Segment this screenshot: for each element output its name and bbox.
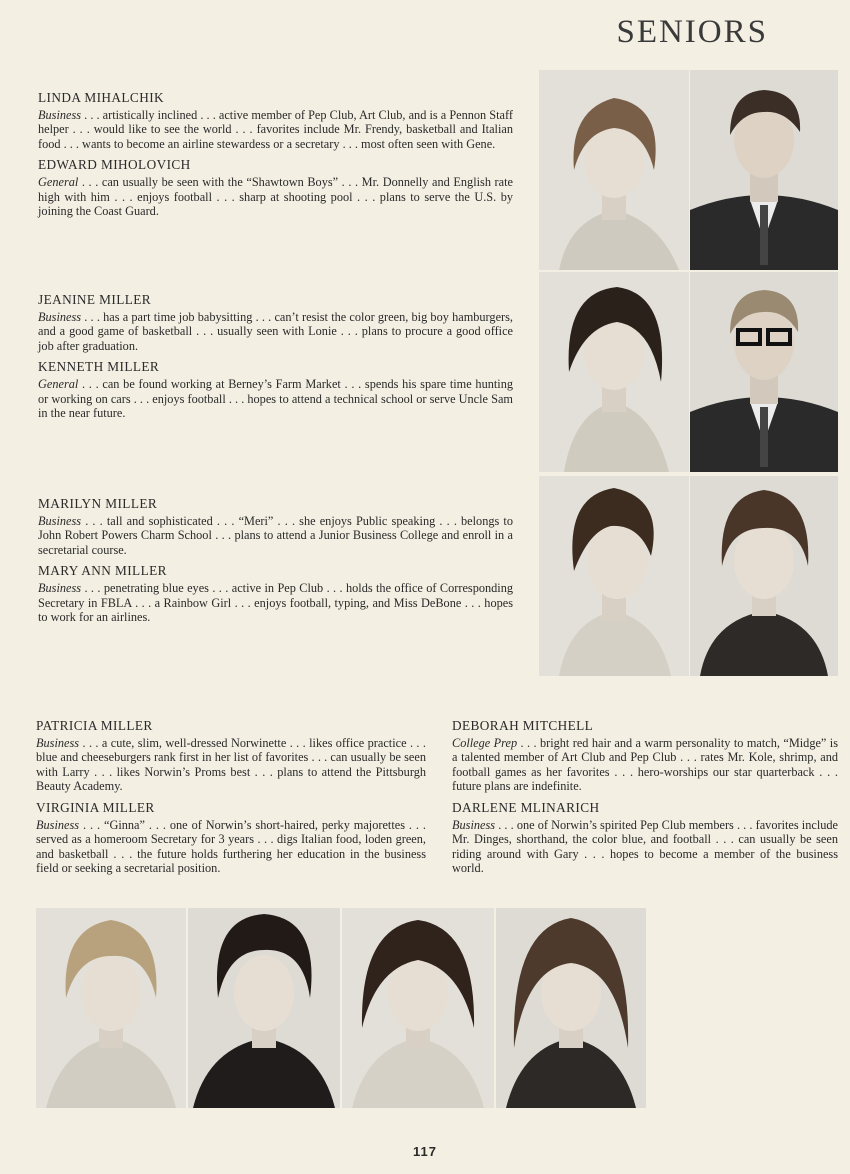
- student-name: MARY ANN MILLER: [38, 563, 167, 579]
- student-name: MARILYN MILLER: [38, 496, 158, 511]
- student-bio: [452, 818, 838, 876]
- portrait-photo-female: [36, 908, 186, 1108]
- student-bio-text: . . . has a part time job babysitting . . . can’t resist the color green, big boy hamburgers, and a good game of basketball . . . usually seen with Lonie . . . plans to procure a good office job after graduation.: [38, 309, 513, 353]
- portrait-photo-female: [539, 272, 689, 472]
- student-bio-text: . . . penetrating blue eyes . . . active in Pep Club . . . holds the office of Corresponding Secretary in FBLA . . . a Rainbow Girl . . . enjoys football, typing, and Miss DeBone . . . hopes to work for an airlines.: [38, 580, 513, 625]
- portrait-photo-male: [690, 272, 838, 472]
- student-course: General: [38, 376, 79, 391]
- student-name: EDWARD MIHOLOVICH: [38, 157, 191, 173]
- student-bio: [38, 377, 513, 421]
- student-name: DEBORAH MITCHELL: [452, 718, 594, 733]
- student-course: Business: [452, 817, 496, 832]
- student-entry-group-5: [452, 719, 838, 883]
- student-entry-group-4: [36, 719, 426, 883]
- student-course: Business: [36, 735, 80, 750]
- student-course: Business: [38, 580, 82, 595]
- student-bio-text: . . . can be found working at Berney’s Farm Market . . . spends his spare time hunting or working on cars . . . enjoys football . . . hopes to attend a technical school or serve Uncle Sam in the near future.: [38, 376, 513, 421]
- student-course: Business: [36, 817, 80, 832]
- student-course: General: [38, 174, 79, 189]
- student-course: College Prep: [452, 735, 518, 750]
- page-title: SENIORS: [616, 14, 768, 50]
- portrait-photo-female: [690, 476, 838, 676]
- portrait-photo-female: [539, 476, 689, 676]
- student-bio-text: . . . artistically inclined . . . active member of Pep Club, Art Club, and is a Pennon Staff helper . . . would like to see the world . . . favorites include Mr. Frendy, basketball and Italian food . . . wants to become an airline stewardess or a secretary . . . most often seen with Gene.: [38, 107, 513, 151]
- student-name: LINDA MIHALCHIK: [38, 90, 165, 105]
- student-bio: [38, 581, 513, 625]
- student-bio-text: . . . can usually be seen with the “Shawtown Boys” . . . Mr. Donnelly and English rate high with him . . . enjoys football . . . sharp at shooting pool . . . plans to serve the U.S. by joining the Coast Guard.: [38, 174, 513, 219]
- student-course: Business: [38, 309, 82, 324]
- student-bio-text: . . . one of Norwin’s spirited Pep Club members . . . favorites include Mr. Dinges, shorthand, the color blue, and football . . . can usually be seen riding around with Gary . . . hopes to become a member of the business world.: [452, 817, 838, 876]
- student-entry-group-3: [38, 497, 513, 632]
- portrait-photo-female: [496, 908, 646, 1108]
- student-name: DARLENE MLINARICH: [452, 799, 600, 815]
- student-bio-text: . . . a cute, slim, well-dressed Norwinette . . . likes office practice . . . blue and cheeseburgers rank first in her list of favorites . . . can usually be seen with Larry . . . likes Norwin’s Proms best . . . plans to attend the Pittsburgh Beauty Academy.: [36, 735, 426, 794]
- student-bio: [38, 310, 513, 354]
- student-name: VIRGINIA MILLER: [36, 799, 155, 815]
- portrait-photo-female: [188, 908, 340, 1108]
- student-name: PATRICIA MILLER: [36, 718, 153, 733]
- student-bio: [38, 514, 513, 558]
- student-bio-text: . . . tall and sophisticated . . . “Meri” . . . she enjoys Public speaking . . . belongs to John Robert Powers Charm School . . . plans to attend a Junior Business College and enroll in a secretarial course.: [38, 513, 513, 557]
- student-name: KENNETH MILLER: [38, 359, 160, 375]
- student-bio: [36, 818, 426, 876]
- portrait-photo-male: [690, 70, 838, 270]
- student-bio-text: . . . “Ginna” . . . one of Norwin’s short-haired, perky majorettes . . . served as a homeroom Secretary for 3 years . . . digs Italian food, loden green, and basketball . . . the future holds furthering her education in the business field or seeking a secretarial position.: [36, 817, 426, 876]
- student-course: Business: [38, 107, 82, 122]
- portrait-photo-female: [342, 908, 494, 1108]
- student-name: JEANINE MILLER: [38, 292, 152, 307]
- student-course: Business: [38, 513, 82, 528]
- student-bio: [38, 108, 513, 152]
- student-entry-group-2: [38, 293, 513, 428]
- student-bio-text: . . . bright red hair and a warm personality to match, “Midge” is a talented member of Art Club and Pep Club . . . rates Mr. Kole, shrimp, and football games as her favorites . . . hero-worships our star quarterback . . . future plans are indefinite.: [452, 735, 838, 794]
- student-entry-group-1: [38, 91, 513, 226]
- portrait-photo-female: [539, 70, 689, 270]
- student-bio: [36, 736, 426, 794]
- student-bio: [38, 175, 513, 219]
- page-number: 117: [413, 1144, 437, 1159]
- student-bio: [452, 736, 838, 794]
